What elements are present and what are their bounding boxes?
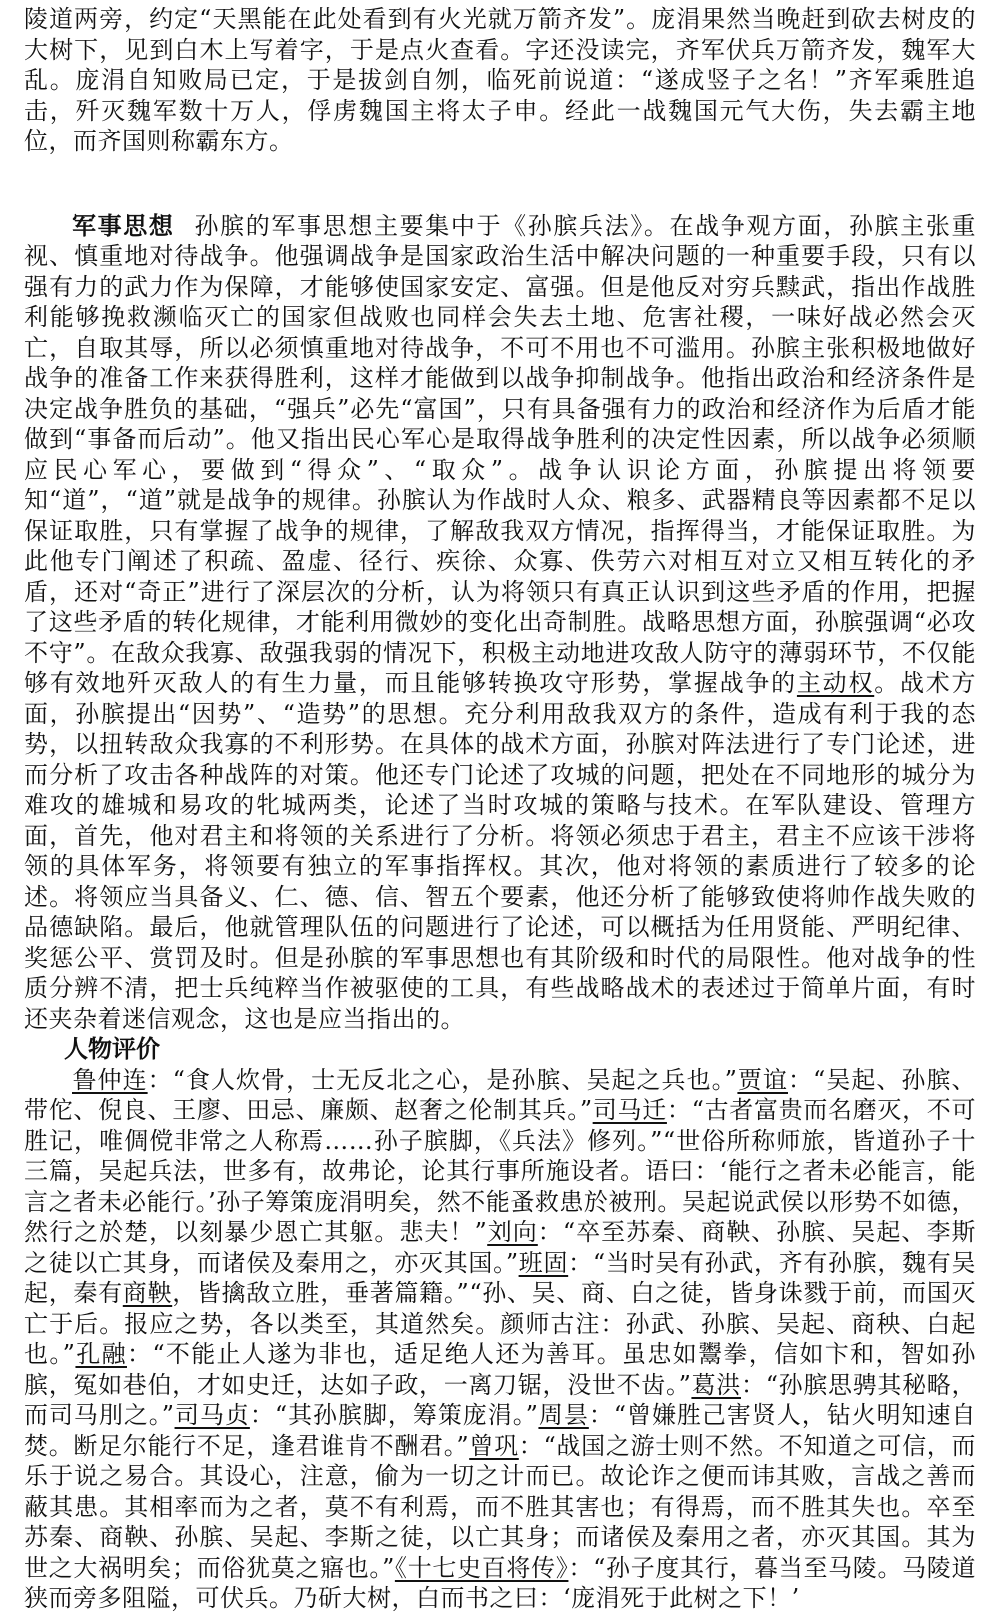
intro-paragraph: 陵道两旁，约定“天黑能在此处看到有火光就万箭齐发”。庞涓果然当晚赶到砍去树皮的大树下，见到白木上写着字，于是点火查看。字还没读完，齐军伏兵万箭齐发，魏军大乱。庞涓自知败局已定，于是拔剑自刎，临死前说道：“遂成竖子之名！”齐军乘胜追击，歼灭魏军数十万人，俘虏魏国主将太子申。经此一战魏国元气大伤，失去霸主地位，而齐国则称霸东方。 (24, 5, 976, 155)
person-link[interactable]: 商鞅 (122, 1279, 173, 1307)
quote-text: ：“食人炊骨，士无反北之心，是孙膑、吴起之兵也。” (147, 1065, 738, 1094)
quote-text: ：“孙子度其行，暮当至马陵。马陵道狭而旁多阻隘，可伏兵。乃斫大树，白而书之曰：‘庞涓死于此树之下！’ (24, 1553, 976, 1612)
quote-text: ：“孙膑思骋其秘略，而司马刖之。” (24, 1370, 976, 1429)
quote-text: ：“当时吴有孙武，齐有孙膑，魏有吴起，秦有 (24, 1248, 976, 1307)
quote-text: ：“曾嫌胜己害贤人，钻火明知速自焚。断足尔能行不足，逢君谁肯不酬君。” (24, 1401, 976, 1460)
military-text-part-1: 孙膑的军事思想主要集中于《孙膑兵法》。在战争观方面，孙膑主张重视、慎重地对待战争。他强调战争是国家政治生活中解决问题的一种重要手段，只有以强有力的武力作为保障，才能够使国家安定、富强。但是他反对穷兵黩武，指出作战胜利能够挽救濒临灭亡的国家但战败也同样会失去土地、危害社稷，一味好战必然会灭亡，自取其辱，所以必须慎重地对待战争，不可不用也不可滥用。孙膑主张积极地做好战争的准备工作来获得胜利，这样才能做到以战争抑制战争。他指出政治和经济条件是决定战争胜负的基础，“强兵”必先“富国”，只有具备强有力的政治和经济作为后盾才能做到“事备而后动”。他又指出民心军心是取得战争胜利的决定性因素，所以战争必须顺应民心军心，要做到“得众”、“取众”。战争认识论方面，孙膑提出将领要知“道”，“道”就是战争的规律。孙膑认为作战时人众、粮多、武器精良等因素都不足以保证取胜，只有掌握了战争的规律，了解敌我双方情况，指挥得当，才能保证取胜。为此他专门阐述了积疏、盈虚、径行、疾徐、众寡、佚劳六对相互对立又相互转化的矛盾，还对“奇正”进行了深层次的分析，认为将领只有真正认识到这些矛盾的作用，把握了这些矛盾的转化规律，才能利用微妙的变化出奇制胜。战略思想方面，孙膑强调“必攻不守”。在敌众我寡、敌强我弱的情况下，积极主动地进攻敌人防守的薄弱环节，不仅能够有效地歼灭敌人的有生力量，而且能够转换攻守形势，掌握战争的 (24, 211, 976, 697)
evaluation-heading: 人物评价 (64, 1034, 160, 1063)
person-link[interactable]: 司马迁 (592, 1096, 667, 1124)
person-link[interactable]: 周昙 (538, 1401, 589, 1429)
military-text-part-2: 。战术方面，孙膑提出“因势”、“造势”的思想。充分利用敌我双方的条件，造成有利于我的态势，以扭转敌众我寡的不利形势。在具体的战术方面，孙膑对阵法进行了专门论述，进而分析了攻击各种战阵的对策。他还专门论述了攻城的问题，把处在不同地形的城分为难攻的雄城和易攻的牝城两类，论述了当时攻城的策略与技术。在军队建设、管理方面，首先，他对君主和将领的关系进行了分析。将领必须忠于君主，君主不应该干涉将领的具体军务，将领要有独立的军事指挥权。其次，他对将领的素质进行了较多的论述。将领应当具备义、仁、德、信、智五个要素，他还分析了能够致使将帅作战失败的品德缺陷。最后，他就管理队伍的问题进行了论述，可以概括为任用贤能、严明纪律、奖惩公平、赏罚及时。但是孙膑的军事思想也有其阶级和时代的局限性。他对战争的性质分辨不清，把士兵纯粹当作被驱使的工具，有些战略战术的表述过于简单片面，有时还夹杂着迷信观念，这也是应当指出的。 (24, 669, 977, 1033)
quote-text: ：“其孙膑脚，筹策庞涓。” (249, 1401, 539, 1429)
person-link[interactable]: 《十七史百将传》 (394, 1553, 569, 1582)
person-link[interactable]: 司马贞 (174, 1401, 250, 1429)
paragraph-gap (24, 157, 976, 211)
quote-text: ：“吴起、孙膑、带佗、倪良、王廖、田忌、廉颇、赵奢之伦制其兵。” (24, 1065, 976, 1124)
military-thought-heading: 军事思想 (72, 210, 175, 240)
quote-text: ：“古者富贵而名磨灭，不可胜记，唯倜傥非常之人称焉……孙子膑脚，《兵法》修列。”“世俗所称师旅，皆道孙子十三篇，吴起兵法，世多有，故弗论，论其行事所施设者。语曰：‘能行之者未必能言，能言之者未必能行。’孙子筹策庞涓明矣，然不能蚤救患於被刑。吴起说武侯以形势不如德，然行之於楚，以刻暴少恩亡其躯。悲夫！” (24, 1096, 976, 1246)
person-link[interactable]: 贾谊 (737, 1065, 788, 1094)
person-link[interactable]: 刘向 (487, 1218, 538, 1246)
quote-text: ，皆擒敌立胜，垂著篇籍。”“孙、吴、商、白之徒，皆身诛戮于前，而国灭亡于后。报应之势，各以类至，其道然矣。颜师古注：孙武、孙膑、吴起、商秧、白起也。” (24, 1279, 977, 1368)
quote-text: ：“战国之游士则不然。不知道之可信，而乐于说之易合。其设心，注意，偷为一切之计而已。故论诈之便而讳其败，言战之善而蔽其患。其相率而为之者，莫不有利焉，而不胜其害也；有得焉，而不胜其失也。卒至苏秦、商鞅、孙膑、吴起、李斯之徒，以亡其身；而诸侯及秦用之者，亦灭其国。其为世之大祸明矣；而俗犹莫之寤也。” (24, 1431, 976, 1582)
quote-text: ：“卒至苏秦、商鞅、孙膑、吴起、李斯之徒以亡其身，而诸侯及秦用之，亦灭其国。” (24, 1218, 976, 1277)
evaluation-paragraph (24, 1065, 976, 1614)
person-link[interactable]: 葛洪 (691, 1370, 741, 1399)
link-zhudongquan[interactable]: 主动权 (796, 669, 875, 697)
military-thought-paragraph (24, 211, 976, 1035)
person-link[interactable]: 孔融 (75, 1340, 127, 1368)
person-link[interactable]: 鲁仲连 (72, 1065, 148, 1094)
quote-text: ：“不能止人遂为非也，适足绝人还为善耳。虽忠如鬻拳，信如卞和，智如孙膑，冤如巷伯，才如史迁，达如子政，一离刀锯，没世不齿。” (24, 1340, 976, 1399)
person-link[interactable]: 班固 (518, 1248, 569, 1277)
person-link[interactable]: 曾巩 (469, 1431, 519, 1460)
